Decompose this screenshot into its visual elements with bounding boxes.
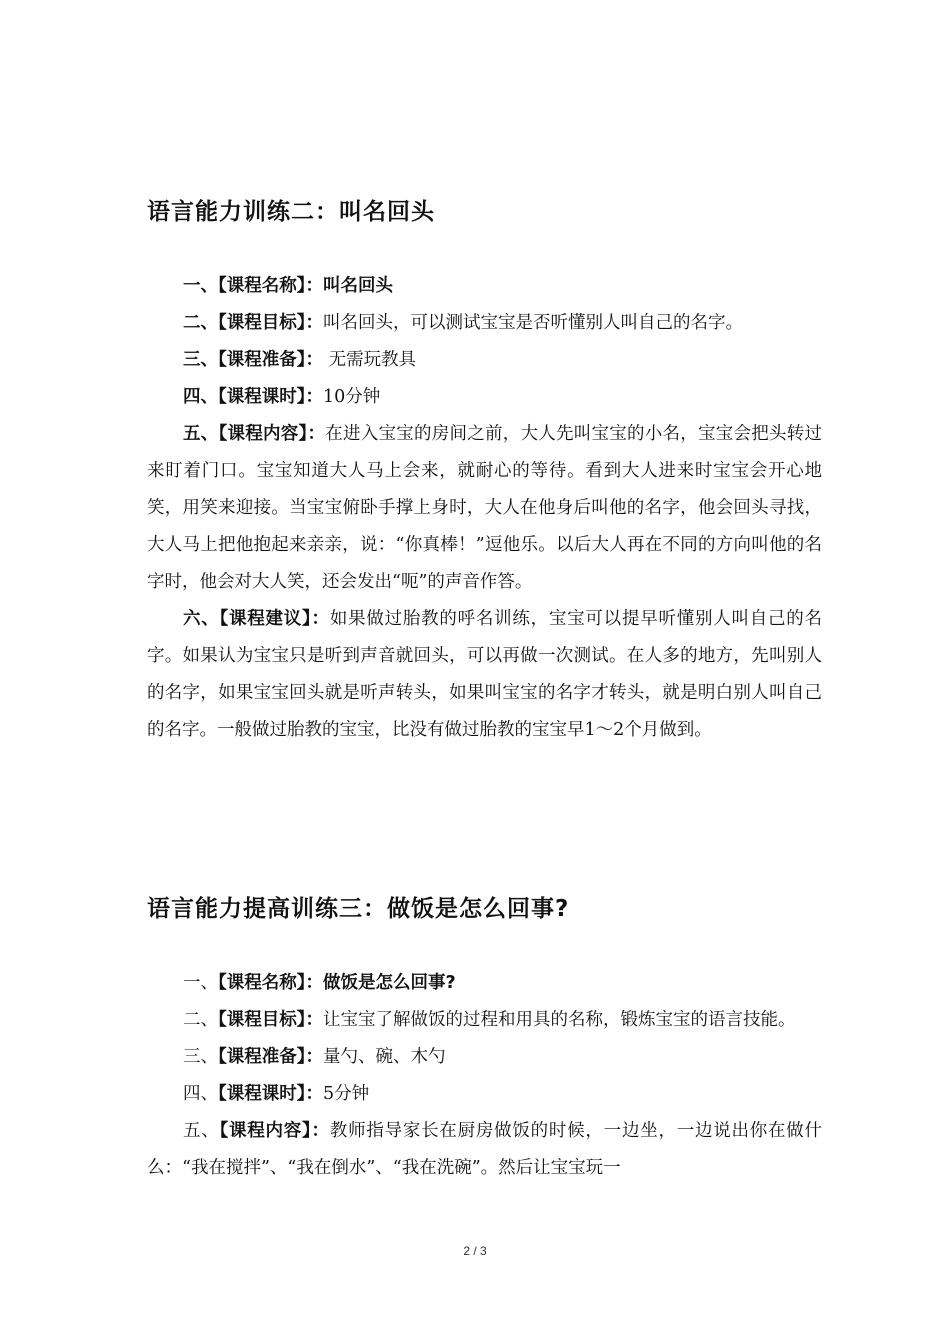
item-text: 教师指导家长在厨房做饭的时候，一边坐，一边说出你在做什么：“我在搅拌”、“我在倒水”、“我在洗碗”。然后让宝宝玩一 (147, 1121, 823, 1178)
item-text: 让宝宝了解做饭的过程和用具的名称，锻炼宝宝的语言技能。 (323, 1010, 796, 1030)
section1-body (147, 268, 822, 749)
item-label: 【课程名称】： (218, 973, 323, 993)
item-text: 5分钟 (323, 1084, 370, 1104)
item-label: 【课程课时】： (218, 387, 323, 407)
item-text: 10分钟 (323, 387, 381, 407)
item-label: 【课程目标】： (218, 1010, 323, 1030)
item-label: 【课程内容】： (219, 1121, 330, 1141)
section2-body (147, 965, 822, 1187)
section1-item-5 (147, 416, 822, 601)
item-number: 二、 (183, 1010, 218, 1030)
item-text: 无需玩教具 (323, 350, 417, 370)
item-label: 【课程准备】： (218, 350, 323, 370)
item-text: 做饭是怎么回事? (323, 973, 456, 993)
section2-item-4 (147, 1076, 822, 1113)
item-number: 四、 (183, 1084, 218, 1104)
item-number: 三、 (183, 350, 218, 370)
item-number: 三、 (183, 1047, 218, 1067)
item-number: 六、 (183, 609, 220, 629)
item-label: 【课程建议】： (219, 609, 330, 629)
item-number: 一、 (183, 276, 218, 296)
section2-title: 语言能力提高训练三：做饭是怎么回事? (147, 896, 570, 922)
page-number: 2 / 3 (463, 1244, 487, 1258)
section2-item-1 (147, 965, 822, 1002)
section1-title: 语言能力训练二：叫名回头 (147, 199, 435, 225)
item-number: 一、 (183, 973, 218, 993)
item-number: 五、 (183, 424, 219, 444)
section2-item-2 (147, 1002, 822, 1039)
item-label: 【课程名称】： (218, 276, 323, 296)
item-number: 四、 (183, 387, 218, 407)
item-label: 【课程课时】： (218, 1084, 323, 1104)
item-text: 叫名回头，可以测试宝宝是否听懂别人叫自己的名字。 (323, 313, 743, 333)
item-text: 量勺、碗、木勺 (323, 1047, 446, 1067)
section2-item-5 (147, 1113, 822, 1187)
item-text: 在进入宝宝的房间之前，大人先叫宝宝的小名，宝宝会把头转过来盯着门口。宝宝知道大人马上会来，就耐心的等待。看到大人进来时宝宝会开心地笑，用笑来迎接。当宝宝俯卧手撑上身时，大人在他身后叫他的名字，他会回头寻找，大人马上把他抱起来亲亲，说：“你真棒！”逗他乐。以后大人再在不同的方向叫他的名字时，他会对大人笑，还会发出“呃”的声音作答。 (147, 424, 822, 592)
item-label: 【课程内容】： (218, 424, 326, 444)
section1-item-1 (147, 268, 822, 305)
section1-item-4 (147, 379, 822, 416)
item-text: 叫名回头 (323, 276, 393, 296)
item-number: 二、 (183, 313, 218, 333)
item-text: 如果做过胎教的呼名训练，宝宝可以提早听懂别人叫自己的名字。如果认为宝宝只是听到声音就回头，可以再做一次测试。在人多的地方，先叫别人的名字，如果宝宝回头就是听声转头，如果叫宝宝的名字才转头，就是明白别人叫自己的名字。一般做过胎教的宝宝，比没有做过胎教的宝宝早1～2个月做到。 (147, 609, 823, 740)
section1-item-3 (147, 342, 822, 379)
section1-item-2 (147, 305, 822, 342)
item-label: 【课程目标】： (218, 313, 323, 333)
section2-item-3 (147, 1039, 822, 1076)
item-number: 五、 (183, 1121, 220, 1141)
section1-item-6 (147, 601, 822, 749)
item-label: 【课程准备】： (218, 1047, 323, 1067)
